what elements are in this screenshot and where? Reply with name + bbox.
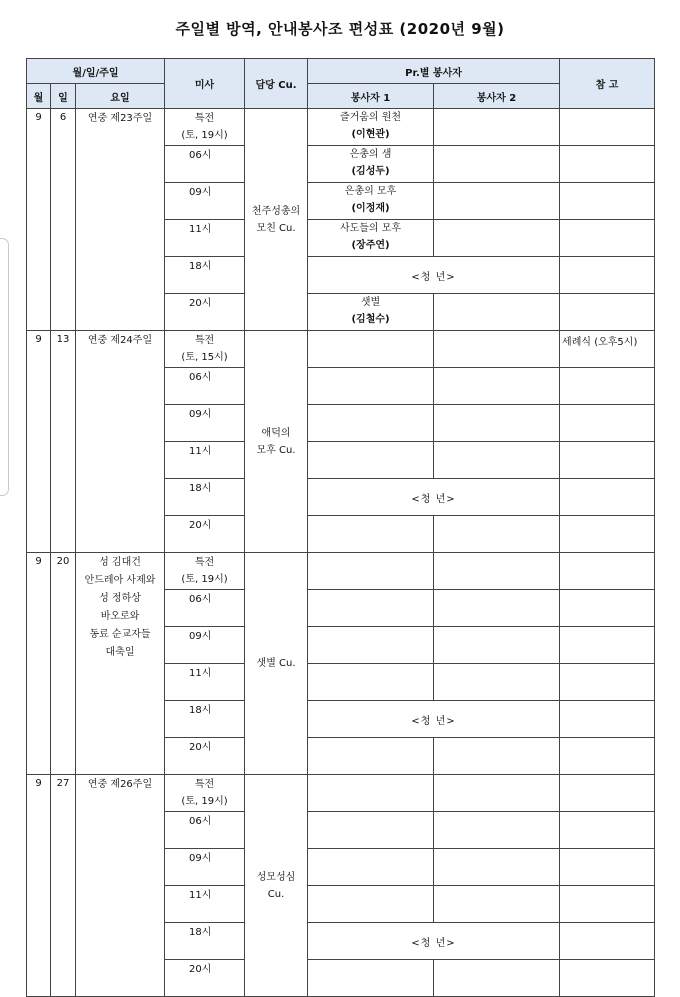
note-cell — [560, 775, 655, 812]
cell-line: 동료 순교자들 — [89, 629, 151, 640]
sunday-name-cell — [76, 553, 165, 775]
cell-line: 20시 — [189, 298, 212, 309]
volunteer2-cell — [434, 553, 560, 590]
cell-line: 은총의 샘 — [349, 149, 392, 160]
volunteer2-cell — [434, 109, 560, 146]
table-row — [27, 109, 655, 146]
vol1-header: 봉사자 1 — [308, 84, 434, 109]
volunteer2-cell — [434, 331, 560, 368]
note-cell — [560, 146, 655, 183]
cell-line: 성 김대건 — [99, 557, 141, 568]
note-cell — [560, 553, 655, 590]
mass-time-cell — [165, 368, 245, 405]
sunday-name-cell: 연중 제24주일 — [76, 331, 165, 553]
note-cell — [560, 294, 655, 331]
volunteer1-cell — [308, 331, 434, 368]
volunteer1-cell — [308, 849, 434, 886]
note-cell — [560, 923, 655, 960]
cell-line: (토, 19시) — [181, 796, 228, 807]
volunteer1-cell — [308, 220, 434, 257]
volunteers-header: Pr.별 봉사자 — [308, 59, 560, 84]
mass-time-cell — [165, 812, 245, 849]
note-cell — [560, 109, 655, 146]
note-cell — [560, 479, 655, 516]
dept-cell — [245, 553, 308, 775]
volunteer1-cell — [308, 886, 434, 923]
cell-line: (이정재) — [351, 203, 390, 214]
dept-cell — [245, 109, 308, 331]
cell-line: 20시 — [189, 742, 212, 753]
mass-time-cell — [165, 960, 245, 997]
volunteer1-cell — [308, 294, 434, 331]
note-cell — [560, 368, 655, 405]
note-cell — [560, 886, 655, 923]
table-row — [27, 331, 655, 368]
cell-line: 모친 Cu. — [256, 222, 296, 234]
mass-time-cell — [165, 479, 245, 516]
note-cell — [560, 960, 655, 997]
volunteer2-cell — [434, 368, 560, 405]
cell-line: Cu. — [267, 888, 285, 900]
volunteer2-cell — [434, 294, 560, 331]
note-header: 참 고 — [560, 59, 655, 109]
day-header: 일 — [51, 84, 76, 109]
cell-line: 11시 — [189, 890, 212, 901]
cell-line: 11시 — [189, 224, 212, 235]
note-cell: 세례식 (오후5시) — [560, 331, 655, 368]
cell-line: 20시 — [189, 964, 212, 975]
volunteer1-cell — [308, 812, 434, 849]
mass-time-cell — [165, 146, 245, 183]
note-cell — [560, 590, 655, 627]
day-cell: 27 — [51, 775, 76, 997]
note-cell — [560, 627, 655, 664]
cell-line: 안드레아 사제와 — [84, 575, 156, 586]
volunteer1-cell — [308, 590, 434, 627]
schedule-table — [26, 58, 655, 997]
mass-time-cell — [165, 220, 245, 257]
note-cell — [560, 664, 655, 701]
volunteer1-cell — [308, 368, 434, 405]
cell-line: 18시 — [189, 261, 212, 272]
cell-line: 바오로와 — [100, 611, 140, 622]
note-cell — [560, 405, 655, 442]
mass-time-cell — [165, 257, 245, 294]
mass-time-cell — [165, 886, 245, 923]
schedule-body — [27, 109, 655, 997]
cell-line: 06시 — [189, 372, 212, 383]
sunday-name-cell: 연중 제23주일 — [76, 109, 165, 331]
mass-time-cell — [165, 701, 245, 738]
mass-time-cell — [165, 294, 245, 331]
volunteer2-cell — [434, 146, 560, 183]
volunteer2-cell — [434, 590, 560, 627]
volunteer2-cell — [434, 664, 560, 701]
table-row — [27, 775, 655, 812]
mass-time-cell — [165, 923, 245, 960]
volunteer1-cell — [308, 405, 434, 442]
volunteer2-cell — [434, 442, 560, 479]
cell-line: 11시 — [189, 446, 212, 457]
cell-line: 즐거움의 원천 — [339, 112, 402, 123]
table-row — [27, 553, 655, 590]
note-cell — [560, 516, 655, 553]
volunteer1-cell — [308, 109, 434, 146]
cell-line: 특전 — [194, 779, 215, 790]
note-cell — [560, 701, 655, 738]
day-cell: 6 — [51, 109, 76, 331]
cell-line: 06시 — [189, 816, 212, 827]
note-cell — [560, 220, 655, 257]
volunteer2-cell — [434, 183, 560, 220]
page-title: 주일별 방역, 안내봉사조 편성표 (2020년 9월) — [175, 20, 505, 38]
cell-line: 애덕의 — [261, 427, 291, 439]
cell-line: 특전 — [194, 335, 215, 346]
note-cell — [560, 442, 655, 479]
month-header: 월 — [27, 84, 51, 109]
mass-time-cell — [165, 405, 245, 442]
note-cell — [560, 257, 655, 294]
dept-header: 담당 Cu. — [245, 59, 308, 109]
day-cell: 20 — [51, 553, 76, 775]
cell-line: 성 정하상 — [99, 593, 141, 604]
volunteer1-cell — [308, 553, 434, 590]
volunteer1-cell — [308, 738, 434, 775]
volunteer2-cell — [434, 849, 560, 886]
volunteer2-cell — [434, 220, 560, 257]
cell-line: 샛별 Cu. — [256, 658, 296, 669]
dept-cell — [245, 331, 308, 553]
cell-line: (토, 19시) — [181, 574, 228, 585]
weekday-header: 요일 — [76, 84, 165, 109]
volunteer2-cell — [434, 516, 560, 553]
cell-line: 09시 — [189, 853, 212, 864]
cell-line: (이현관) — [351, 129, 390, 140]
cell-line: 샛별 — [360, 297, 381, 308]
cell-line: 09시 — [189, 631, 212, 642]
mass-time-cell — [165, 331, 245, 368]
day-cell: 13 — [51, 331, 76, 553]
mass-time-cell — [165, 109, 245, 146]
volunteer1-cell — [308, 442, 434, 479]
cell-line: 20시 — [189, 520, 212, 531]
volunteer1-cell — [308, 627, 434, 664]
youth-cell: <청 년> — [308, 257, 560, 294]
volunteer1-cell — [308, 183, 434, 220]
volunteer2-cell — [434, 627, 560, 664]
cell-line: (토, 19시) — [181, 130, 228, 141]
cell-line: 18시 — [189, 483, 212, 494]
mass-time-cell — [165, 590, 245, 627]
volunteer2-cell — [434, 405, 560, 442]
mass-time-cell — [165, 516, 245, 553]
volunteer1-cell — [308, 775, 434, 812]
cell-line: (김성두) — [351, 166, 390, 177]
month-cell: 9 — [27, 553, 51, 775]
cell-line: 특전 — [194, 113, 215, 124]
dept-cell — [245, 775, 308, 997]
volunteer1-cell — [308, 664, 434, 701]
mass-time-cell — [165, 442, 245, 479]
cell-line: 모후 Cu. — [256, 444, 296, 456]
note-cell — [560, 183, 655, 220]
mass-time-cell — [165, 738, 245, 775]
cell-line: 은총의 모후 — [344, 186, 397, 197]
mass-time-cell — [165, 775, 245, 812]
note-cell — [560, 849, 655, 886]
mass-header: 미사 — [165, 59, 245, 109]
volunteer1-cell — [308, 516, 434, 553]
mass-time-cell — [165, 553, 245, 590]
cell-line: 천주성총의 — [251, 205, 301, 217]
cell-line: (토, 15시) — [181, 352, 228, 363]
mass-time-cell — [165, 183, 245, 220]
cell-line: 18시 — [189, 927, 212, 938]
volunteer2-cell — [434, 960, 560, 997]
cell-line: 특전 — [194, 557, 215, 568]
volunteer1-cell — [308, 146, 434, 183]
cell-line: 사도들의 모후 — [339, 223, 402, 234]
mass-time-cell — [165, 849, 245, 886]
cell-line: 09시 — [189, 187, 212, 198]
cell-line: (김철수) — [351, 314, 390, 325]
youth-cell: <청 년> — [308, 701, 560, 738]
cell-line: 대축일 — [105, 647, 135, 658]
month-cell: 9 — [27, 331, 51, 553]
note-cell — [560, 812, 655, 849]
volunteer2-cell — [434, 812, 560, 849]
volunteer2-cell — [434, 886, 560, 923]
youth-cell: <청 년> — [308, 479, 560, 516]
volunteer1-cell — [308, 960, 434, 997]
month-cell: 9 — [27, 775, 51, 997]
mass-time-cell — [165, 627, 245, 664]
cell-line: 09시 — [189, 409, 212, 420]
month-cell: 9 — [27, 109, 51, 331]
volunteer2-cell — [434, 775, 560, 812]
date-group-header: 월/일/주일 — [27, 59, 165, 84]
sunday-name-cell: 연중 제26주일 — [76, 775, 165, 997]
cell-line: (장주연) — [351, 240, 390, 251]
youth-cell: <청 년> — [308, 923, 560, 960]
side-scroll-handle[interactable] — [0, 238, 9, 496]
cell-line: 06시 — [189, 150, 212, 161]
cell-line: 11시 — [189, 668, 212, 679]
cell-line: 18시 — [189, 705, 212, 716]
note-cell — [560, 738, 655, 775]
volunteer2-cell — [434, 738, 560, 775]
cell-line: 성모성심 — [256, 871, 296, 883]
cell-line: 06시 — [189, 594, 212, 605]
vol2-header: 봉사자 2 — [434, 84, 560, 109]
mass-time-cell — [165, 664, 245, 701]
